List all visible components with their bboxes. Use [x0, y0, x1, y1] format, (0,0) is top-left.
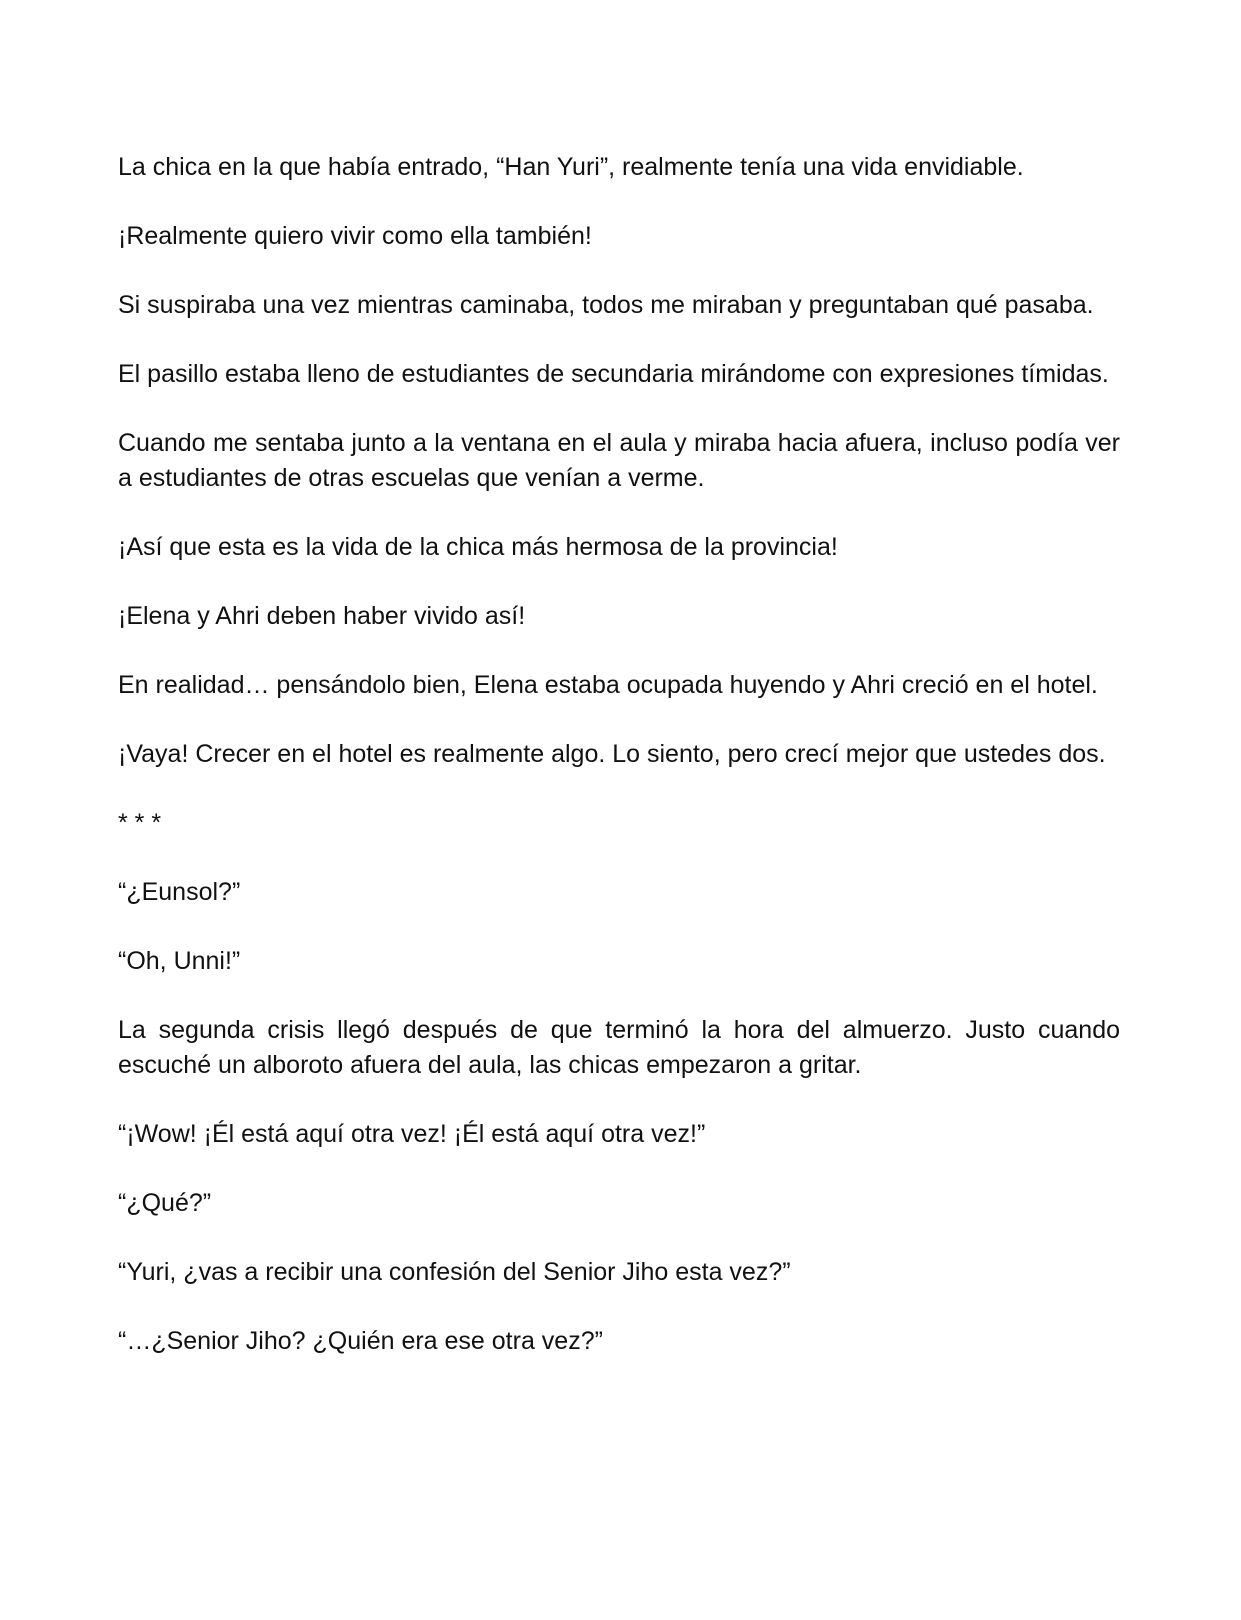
paragraph: Cuando me sentaba junto a la ventana en el aula y miraba hacia afuera, incluso podía ver a estudiantes de otras escuelas que venían a verme. — [118, 429, 1120, 492]
dialogue-line: “…¿Senior Jiho? ¿Quién era ese otra vez?” — [118, 1327, 603, 1355]
dialogue-line: “Oh, Unni!” — [118, 947, 241, 975]
paragraph: ¡Así que esta es la vida de la chica más hermosa de la provincia! — [118, 533, 838, 561]
document-page — [118, 150, 1120, 1393]
paragraph: ¡Vaya! Crecer en el hotel es realmente algo. Lo siento, pero crecí mejor que ustedes dos. — [118, 740, 1106, 768]
paragraph: ¡Elena y Ahri deben haber vivido así! — [118, 602, 526, 630]
paragraph: En realidad… pensándolo bien, Elena estaba ocupada huyendo y Ahri creció en el hotel. — [118, 671, 1098, 699]
dialogue-line: “Yuri, ¿vas a recibir una confesión del Senior Jiho esta vez?” — [118, 1258, 791, 1286]
dialogue-line: “¿Eunsol?” — [118, 878, 241, 906]
scene-break: * * * — [118, 809, 162, 837]
paragraph: ¡Realmente quiero vivir como ella también! — [118, 222, 592, 250]
paragraph: La segunda crisis llegó después de que terminó la hora del almuerzo. Justo cuando escuché un alboroto afuera del aula, las chicas empezaron a gritar. — [118, 1016, 1120, 1079]
paragraph: Si suspiraba una vez mientras caminaba, todos me miraban y preguntaban qué pasaba. — [118, 291, 1094, 319]
dialogue-line: “¡Wow! ¡Él está aquí otra vez! ¡Él está aquí otra vez!” — [118, 1120, 706, 1148]
paragraph: El pasillo estaba lleno de estudiantes de secundaria mirándome con expresiones tímidas. — [118, 360, 1109, 388]
dialogue-line: “¿Qué?” — [118, 1189, 212, 1217]
paragraph: La chica en la que había entrado, “Han Yuri”, realmente tenía una vida envidiable. — [118, 153, 1024, 181]
